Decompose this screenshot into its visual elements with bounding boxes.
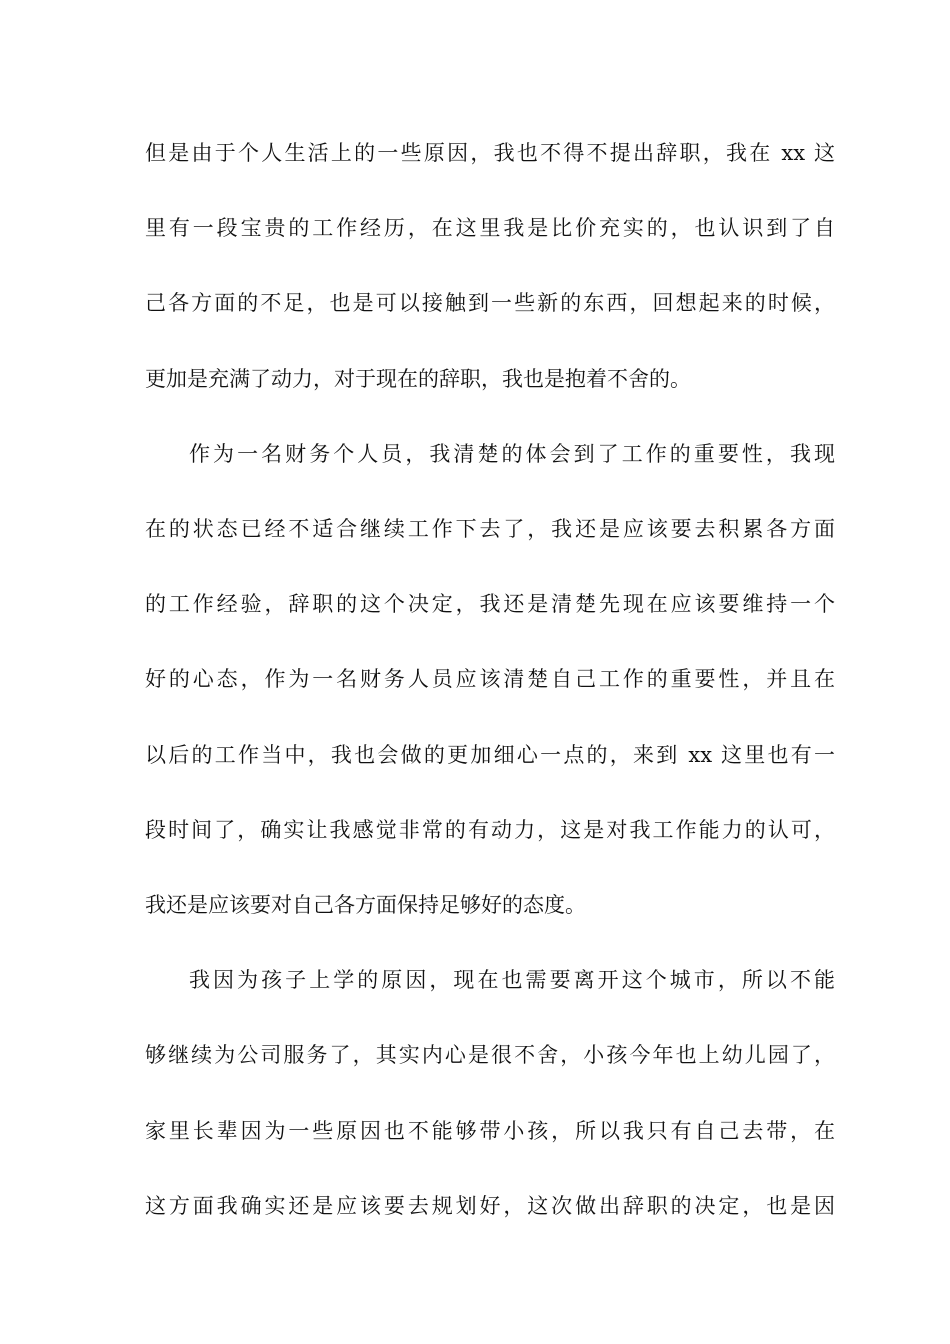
paragraph-line: 己各方面的不足，也是可以接触到一些新的东西，回想起来的时候， bbox=[145, 291, 835, 316]
paragraph-line: 够继续为公司服务了，其实内心是很不舍，小孩今年也上幼儿园了， bbox=[145, 1043, 835, 1068]
paragraph-line: 我还是应该要对自己各方面保持足够好的态度。 bbox=[145, 893, 586, 917]
paragraph-line: 以后的工作当中，我也会做的更加细心一点的，来到 xx 这里也有一 bbox=[145, 742, 835, 767]
paragraph-line: 作为一名财务个人员，我清楚的体会到了工作的重要性，我现 bbox=[189, 441, 835, 466]
paragraph-line: 这方面我确实还是应该要去规划好，这次做出辞职的决定，也是因 bbox=[145, 1193, 835, 1218]
paragraph-line: 在的状态已经不适合继续工作下去了，我还是应该要去积累各方面 bbox=[145, 517, 835, 541]
paragraph-line: 里有一段宝贵的工作经历，在这里我是比价充实的，也认识到了自 bbox=[145, 216, 835, 241]
paragraph-line: 段时间了，确实让我感觉非常的有动力，这是对我工作能力的认可， bbox=[145, 817, 835, 842]
paragraph-line: 好的心态，作为一名财务人员应该清楚自己工作的重要性，并且在 bbox=[145, 667, 835, 692]
paragraph-line: 的工作经验，辞职的这个决定，我还是清楚先现在应该要维持一个 bbox=[145, 592, 835, 617]
paragraph-line: 家里长辈因为一些原因也不能够带小孩，所以我只有自己去带，在 bbox=[145, 1118, 835, 1143]
paragraph-line: 我因为孩子上学的原因，现在也需要离开这个城市，所以不能 bbox=[189, 968, 835, 993]
paragraph-line: 更加是充满了动力，对于现在的辞职，我也是抱着不舍的。 bbox=[145, 366, 691, 391]
paragraph-line: 但是由于个人生活上的一些原因，我也不得不提出辞职，我在 xx 这 bbox=[145, 141, 835, 165]
